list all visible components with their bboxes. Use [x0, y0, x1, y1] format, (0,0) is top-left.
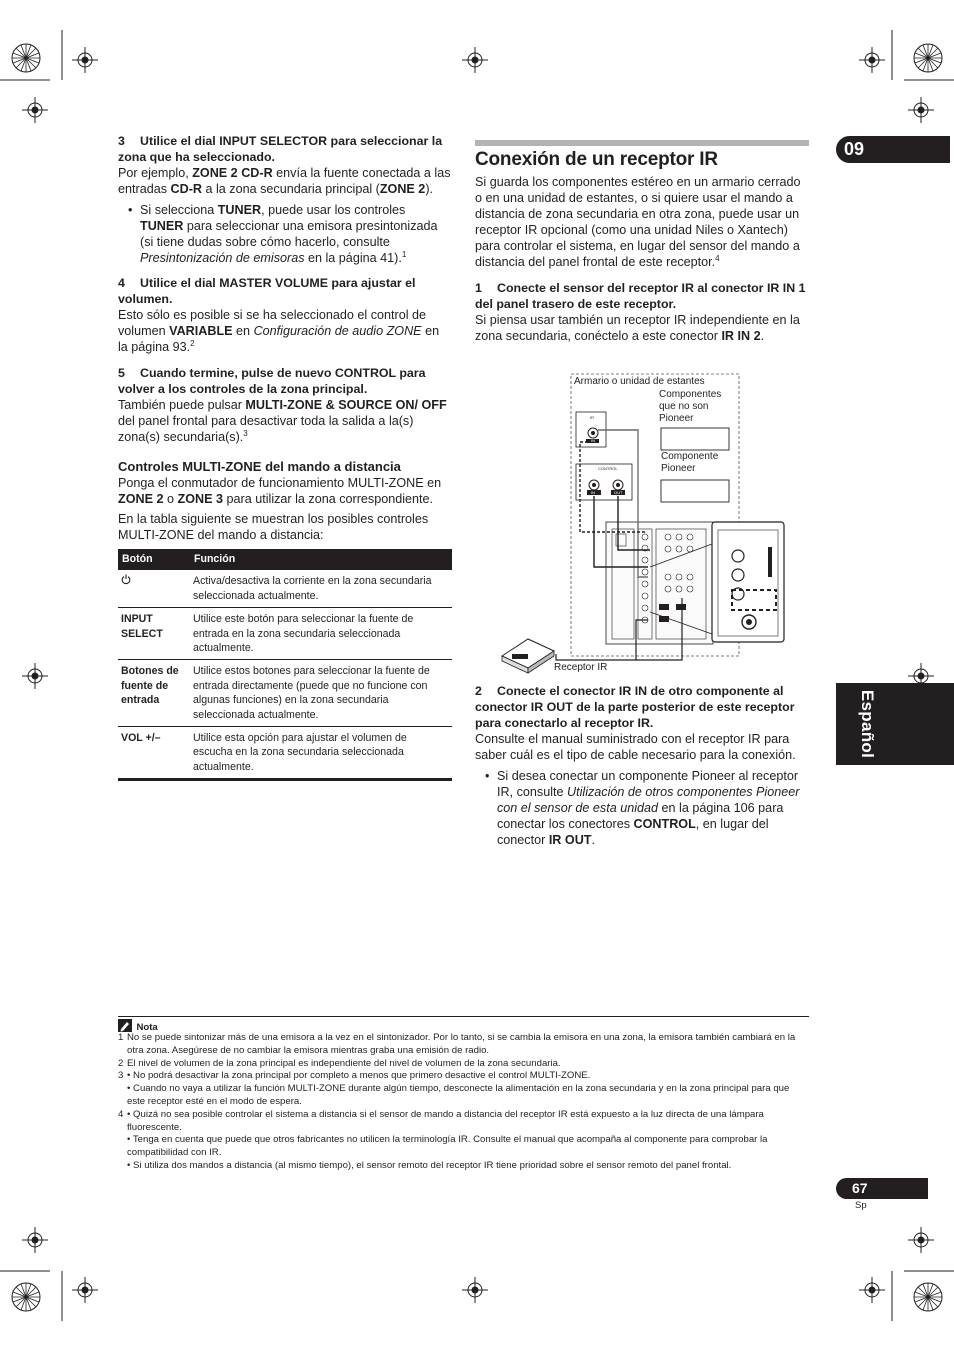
note-item: 2 El nivel de volumen de la zona principal es independiente del nivel de volumen de la zona secundaria. [118, 1057, 561, 1069]
language-tab [836, 683, 954, 765]
cabinet-label: Armario o unidad de estantes [574, 376, 705, 387]
pioneer-component [661, 480, 729, 502]
remote-function-table [118, 549, 452, 781]
page-number: 67 [836, 1178, 928, 1199]
left-column [118, 133, 452, 781]
step-5-body: También puede pulsar MULTI-ZONE & SOURCE ON/ OFF del panel frontal para desactivar toda la salida a la(s) zona(s) secundaria(s).$^3$ [118, 398, 447, 444]
table-cell-value: Utilice esta opción para ajustar el volumen de escucha en la zona secundaria seleccionada actualmente. [190, 727, 452, 780]
table-row [118, 608, 452, 660]
note-number: 3 [118, 1070, 124, 1082]
right-column-lower [475, 683, 809, 848]
step-3-bullet: • Si selecciona TUNER, puede usar los controles TUNER para seleccionar una emisora presintonizada (si tiene dudas sobre cómo hacerlo, consulte Presintonización de emisoras en la página 41).$^1$ [128, 203, 438, 265]
language-tab-label: Español [858, 689, 877, 759]
right-column [475, 149, 809, 344]
table-header-function: Función [190, 549, 452, 570]
note-icon [118, 1019, 132, 1032]
table-cell-value: Utilice este botón para seleccionar la fuente de entrada en la zona secundaria seleccionada actualmente. [190, 608, 452, 660]
control-out-label: OUT [614, 490, 623, 495]
step-1-body: Si piensa usar también un receptor IR independiente en la zona secundaria, conéctelo a este conector IR IN 2. [475, 313, 800, 343]
table-cell-key [118, 570, 190, 608]
power-icon [121, 574, 131, 585]
table-row [118, 660, 452, 727]
remote-controls-heading: Controles MULTI-ZONE del mando a distancia [118, 459, 401, 474]
note-item: • Cuando no vaya a utilizar la función MULTI-ZONE durante algún tiempo, desconecte la alimentación en la zona secundaria y en la zona principal para que este receptor esté en el modo de espera. [127, 1083, 790, 1107]
note-number: 1 [118, 1032, 124, 1043]
note-number: 4 [118, 1108, 124, 1120]
note-item: • Si utiliza dos mandos a distancia (al mismo tiempo), el sensor remoto del receptor IR tiene prioridad sobre el sensor remoto del panel frontal. [127, 1159, 732, 1171]
table-row [118, 727, 452, 780]
pioneer-label: Componente Pioneer [661, 451, 719, 474]
table-cell-key: INPUT SELECT [118, 608, 190, 660]
step-2-bullet: • Si desea conectar un componente Pioneer al receptor IR, consulte Utilización de otros componentes Pioneer con el sensor de esta unidad en la página 106 para conectar los conectores CONTROL, en lugar del conector IR OUT. [485, 769, 800, 847]
step-4-heading: 4 Utilice el dial MASTER VOLUME para ajustar el volumen. [118, 276, 416, 306]
note-item: 4 • Quizá no sea posible controlar el sistema a distancia si el sensor de mando a distancia del receptor IR está expuesto a la luz directa de una lámpara fluorescente. [118, 1108, 764, 1133]
step-4-body: Esto sólo es posible si se ha seleccionado el control de volumen VARIABLE en Configuración de audio ZONE en la página 93.$^2$ [118, 308, 440, 354]
note-item: • Tenga en cuenta que puede que otros fabricantes no utilicen la terminología IR. Consulte el manual que acompaña al componente para comprobar la compatibilidad con IR. [127, 1134, 768, 1159]
ir-receiver-device [502, 639, 554, 673]
non-pioneer-label: Componentes que no son Pioneer [659, 389, 722, 424]
step-1-heading: 1 Conecte el sensor del receptor IR al conector IR IN 1 del panel trasero de este receptor. [475, 281, 806, 311]
table-cell-value: Activa/desactiva la corriente en la zona secundaria seleccionada actualmente. [190, 570, 452, 608]
notes-title: Nota [136, 1022, 158, 1033]
notes-title-row [118, 1017, 809, 1032]
control-label: CONTROL [598, 466, 618, 471]
note-number: 2 [118, 1057, 124, 1069]
ir-receiver-label: Receptor IR [554, 662, 608, 673]
notes-section [118, 1017, 809, 1173]
intro-paragraph: Si guarda los componentes estéreo en un armario cerrado o en una unidad de estantes, o si quiere usar el mando a distancia de zona secundaria en otra zona, puede usar un receptor IR opcional (como una unidad Niles o Xantech) para controlar el sistema, en lugar del sensor del mando a distancia del panel frontal de este receptor.$^4$ [475, 175, 801, 269]
table-header-button: Botón [118, 549, 190, 570]
step-3-body: Por ejemplo, ZONE 2 CD-R envía la fuente conectada a las entradas CD-R a la zona secundaria principal (ZONE 2). [118, 166, 451, 196]
step-3-heading: 3 Utilice el dial INPUT SELECTOR para seleccionar la zona que ha seleccionado. [118, 134, 443, 164]
ir-jack-label: IR [590, 415, 594, 420]
connection-diagram [498, 372, 788, 682]
receiver-rear-panel [606, 522, 713, 644]
table-cell-value: Utilice estos botones para seleccionar la fuente de entrada directamente (puede que no funcione con algunas funciones) en la zona secundaria seleccionada actualmente. [190, 660, 452, 727]
section-heading: Conexión de un receptor IR [475, 149, 718, 170]
remote-paragraph-1: Ponga el conmutador de funcionamiento MULTI-ZONE en ZONE 2 o ZONE 3 para utilizar la zona correspondiente. [118, 476, 442, 506]
table-header-row [118, 549, 452, 570]
section-rule [475, 140, 809, 146]
page-lang: Sp [855, 1200, 867, 1211]
table-cell-key: Botones de fuente de entrada [118, 660, 190, 727]
remote-paragraph-2: En la tabla siguiente se muestran los posibles controles MULTI-ZONE del mando a distancia: [118, 512, 429, 542]
note-item: 1 No se puede sintonizar más de una emisora a la vez en el sintonizador. Por lo tanto, si se cambia la emisora en una zona, la emisora también cambiará en la otra zona. Asegúrese de no cambiar la emisora mientras graba una emisión de radio. [118, 1032, 796, 1056]
step-2-body: Consulte el manual suministrado con el receptor IR para saber cuál es el tipo de cable necesario para la conexión. [475, 732, 796, 762]
step-5-heading: 5 Cuando termine, pulse de nuevo CONTROL para volver a los controles de la zona principal. [118, 366, 426, 396]
ir-in-label: IN [591, 438, 595, 443]
control-in-label: IN [591, 490, 595, 495]
chapter-tab: 09 [836, 136, 950, 163]
diagram-drawing [498, 372, 788, 682]
step-2-heading: 2 Conecte el conector IR IN de otro componente al conector IR OUT de la parte posterior de este receptor para conectarlo al receptor IR. [475, 684, 795, 730]
non-pioneer-component [661, 428, 729, 450]
table-row [118, 570, 452, 608]
table-cell-key: VOL +/– [118, 727, 190, 780]
note-item: 3 • No podrá desactivar la zona principal por completo a menos que primero desactive el control MULTI-ZONE. [118, 1070, 591, 1082]
